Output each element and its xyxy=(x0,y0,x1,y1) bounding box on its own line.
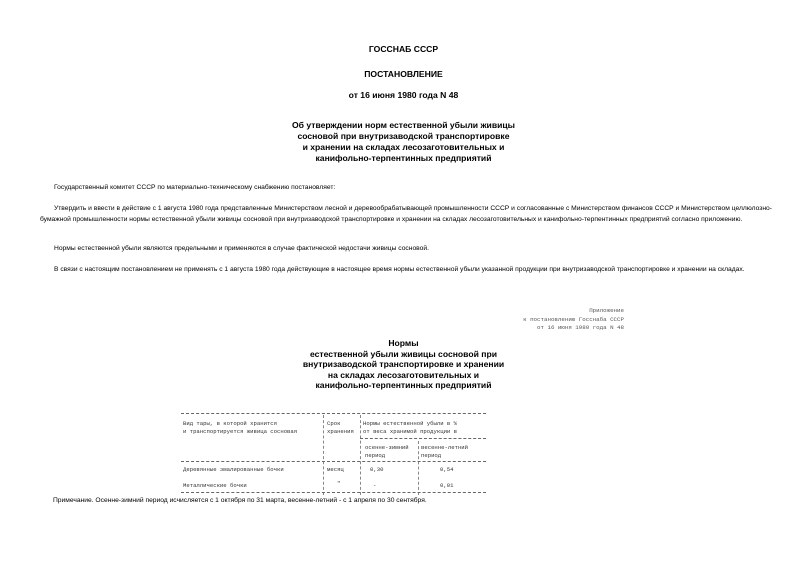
header-col1-line1: Вид тары, в которой хранится xyxy=(183,420,277,427)
norms-title-line: внутризаводской транспортировке и хранении xyxy=(302,359,505,369)
title-line: и хранении на складах лесозаготовительных и xyxy=(302,142,505,152)
title-line: канифольно-терпентинных предприятий xyxy=(315,153,492,163)
table-row-2-autumn-winter: - xyxy=(373,482,377,489)
header-col2-line1: Срок xyxy=(327,420,341,427)
appendix-line: от 16 июня 1980 года N 48 xyxy=(537,324,624,331)
paragraph-limits: Нормы естественной убыли являются предельными и применяются в случае фактической недостачи живицы сосновой. xyxy=(54,245,429,252)
norms-title xyxy=(0,338,807,391)
table-column-divider xyxy=(323,415,324,495)
header-col1-line2: и транспортируется живица сосновая xyxy=(183,428,298,435)
subheader-spring-summer-1: весенне-летний xyxy=(421,444,468,451)
footnote: Примечание. Осенне-зимний период исчисляется с 1 октября по 31 марта, весенне-летний - с 1 апреля по 30 сентября. xyxy=(53,497,427,504)
norms-title-line: канифольно-терпентинных предприятий xyxy=(315,380,492,390)
table-column-divider xyxy=(418,441,419,495)
table-subheader-rule xyxy=(360,438,486,439)
table-top-rule xyxy=(181,413,486,414)
subheader-spring-summer-2: период xyxy=(421,452,442,459)
norms-title-line: на складах лесозаготовительных и xyxy=(327,369,480,380)
paragraph-approve: Утвердить и ввести в действие с 1 августа 1980 года представленные Министерством лесной и деревообрабатывающей промышленности СССР и согласованные с Министерством финансов СССР и Министерством целлюлозно-бумажной промышленности нормы естественной убыли живицы сосновой при внутризаводской транспортировке и хранении на складах лесозаготовительных и канифольно-терпентинных предприятий согласно приложению. xyxy=(40,205,772,223)
norms-title-line: Нормы xyxy=(388,338,419,348)
appendix-reference xyxy=(490,307,624,333)
document-title xyxy=(0,120,807,164)
paragraph-repeal: В связи с настоящим постановлением не применять с 1 августа 1980 года действующие в настоящее время нормы естественной убыли указанной продукции при внутризаводской транспортировке и хранении на складах. xyxy=(54,266,745,273)
issuing-organization: ГОССНАБ СССР xyxy=(368,44,439,54)
table-row-1-autumn-winter: 0,30 xyxy=(370,466,384,473)
header-col3-line2: от веса хранимой продукции в xyxy=(363,428,457,435)
subheader-autumn-winter-1: осенне-зимний xyxy=(365,444,409,451)
subheader-autumn-winter-2: период xyxy=(365,452,386,459)
table-row-1-term: месяц xyxy=(327,466,344,473)
table-row-1-spring-summer: 0,54 xyxy=(440,466,454,473)
table-column-divider xyxy=(360,415,361,495)
table-row-1-container: Деревянные эмалированные бочки xyxy=(183,466,284,473)
table-header-rule xyxy=(181,461,486,462)
paragraph-preamble: Государственный комитет СССР по материально-техническому снабжению постановляет: xyxy=(54,184,336,191)
document-type: ПОСТАНОВЛЕНИЕ xyxy=(364,69,443,79)
table-row-2-spring-summer: 0,01 xyxy=(440,482,454,489)
table-row-2-term: " xyxy=(337,480,341,487)
header-col3-line1: Нормы естественной убыли в % xyxy=(363,420,457,427)
title-line: сосновой при внутризаводской транспортировке xyxy=(297,131,510,141)
table-row-2-container: Металлические бочки xyxy=(183,482,247,489)
header-col2-line2: хранения xyxy=(327,428,354,435)
title-line: Об утверждении норм естественной убыли живицы xyxy=(291,120,516,130)
document-date: от 16 июня 1980 года N 48 xyxy=(348,90,459,100)
table-bottom-rule xyxy=(181,492,486,493)
norms-title-line: естественной убыли живицы сосновой при xyxy=(309,348,497,359)
appendix-line: к постановлению Госснаба СССР xyxy=(523,315,624,323)
appendix-line: Приложение xyxy=(589,307,624,314)
